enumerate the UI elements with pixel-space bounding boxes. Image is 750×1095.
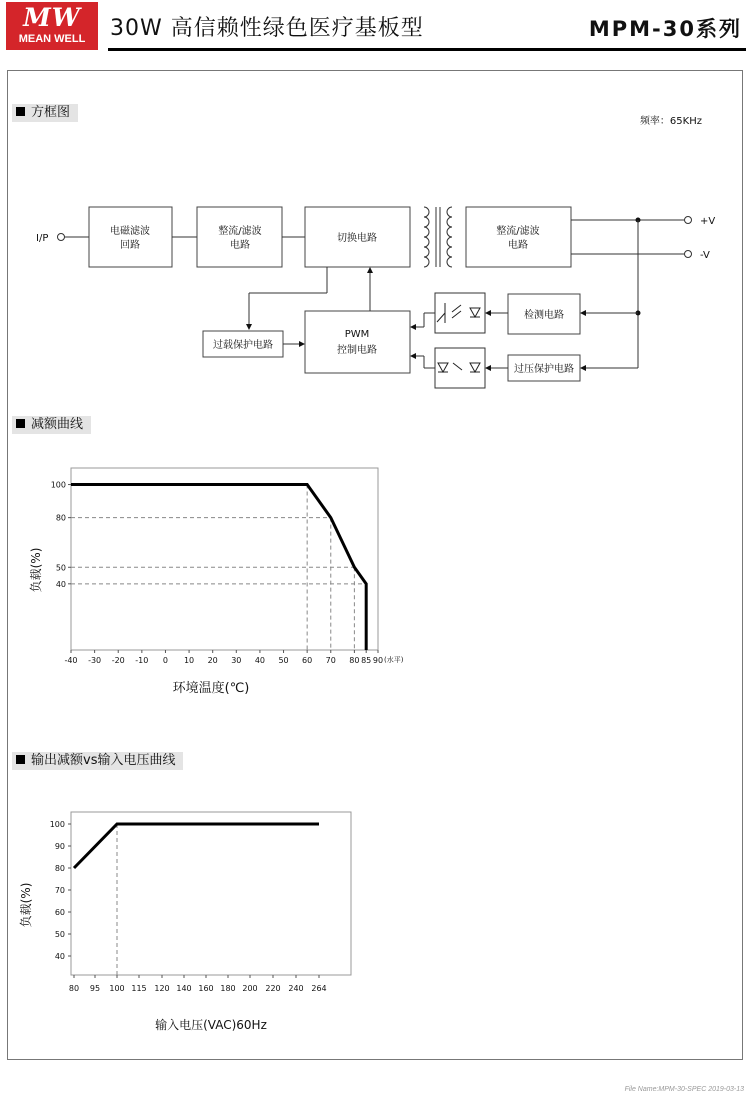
- x-tick-label: 40: [254, 656, 266, 665]
- block-pwm-control: [305, 311, 410, 373]
- block-emi-filter-line1: 电磁滤波: [110, 226, 150, 237]
- arrow-icon: [580, 310, 586, 316]
- x-tick-label: 30: [231, 656, 242, 665]
- y-tick-label: 100: [49, 820, 65, 829]
- x-tick-label: 160: [198, 984, 214, 993]
- x-tick-label: 200: [242, 984, 258, 993]
- arrow-icon: [485, 310, 491, 316]
- logo-brand-name: MEAN WELL: [18, 33, 86, 45]
- y-tick-label: 70: [54, 886, 65, 895]
- optocoupler-icon: [435, 293, 485, 333]
- arrow-icon: [367, 267, 373, 273]
- arrow-icon: [410, 353, 416, 359]
- section-title: 减额曲线: [31, 417, 84, 432]
- block-detection-label: 检测电路: [524, 310, 564, 321]
- x-tick-label: -20: [111, 656, 125, 665]
- arrow-icon: [580, 365, 586, 371]
- output-label-negative: -V: [700, 250, 710, 261]
- output-terminal-positive: [685, 217, 692, 224]
- block-emi-filter: [89, 207, 172, 267]
- section-derating-header: [12, 416, 91, 434]
- x-tick-label: 95: [89, 984, 101, 993]
- logo-mark: MW: [23, 3, 81, 32]
- y-axis-label: 负载(%): [19, 882, 33, 928]
- block-switching-label: 切换电路: [337, 233, 377, 244]
- block-rectifier-filter-output: [466, 207, 571, 267]
- block-rectifier-filter-input-line1: 整流/滤波: [218, 226, 262, 237]
- bullet-square-icon: [16, 419, 25, 428]
- x-tick-label: 60: [302, 656, 313, 665]
- frequency-label: 频率：65KHz: [639, 116, 702, 127]
- x-tick-label: 85: [361, 656, 372, 665]
- bullet-square-icon: [16, 755, 25, 764]
- block-rectifier-filter-output-line2: 电路: [508, 240, 528, 251]
- x-tick-label: 70: [325, 656, 336, 665]
- block-pwm-line2: 控制电路: [337, 345, 377, 356]
- y-tick-label: 40: [55, 579, 66, 589]
- x-tick-label: 220: [265, 984, 281, 993]
- transformer-icon: [424, 207, 452, 267]
- x-tick-label: 180: [220, 984, 236, 993]
- output-terminal-negative: [685, 251, 692, 258]
- x-tick-label: 0: [162, 656, 169, 665]
- section-title: 输出减额vs输入电压曲线: [31, 753, 176, 768]
- x-tick-label: 100: [109, 984, 125, 993]
- y-tick-label: 50: [54, 930, 65, 939]
- document-title: 30W 高信赖性绿色医疗基板型: [110, 16, 424, 41]
- y-tick-label: 40: [54, 952, 65, 961]
- block-rectifier-filter-input-line2: 电路: [230, 240, 250, 251]
- y-axis-label: 负载(%): [29, 547, 43, 593]
- arrow-icon: [485, 365, 491, 371]
- product-series: MPM-30系列: [588, 17, 742, 41]
- x-tick-label: 140: [176, 984, 192, 993]
- y-tick-label: 80: [54, 864, 65, 873]
- block-rectifier-filter-output-line1: 整流/滤波: [496, 226, 540, 237]
- x-tick-label: 80: [68, 984, 80, 993]
- x-tick-label: 10: [183, 656, 195, 665]
- y-tick-label: 90: [54, 842, 65, 851]
- y-tick-label: 50: [55, 563, 66, 573]
- x-tick-label: 240: [288, 984, 304, 993]
- section-input-derating-header: [12, 752, 183, 770]
- footer-file-name: File Name:MPM-30-SPEC 2019-03-13: [624, 1086, 744, 1093]
- section-title: 方框图: [31, 105, 71, 120]
- arrow-icon: [410, 324, 416, 330]
- x-tick-label: 90: [372, 656, 384, 665]
- x-tick-label: 264: [311, 984, 327, 993]
- x-axis-label: 输入电压(VAC)60Hz: [155, 1018, 267, 1032]
- x-tick-label: -10: [135, 656, 149, 665]
- y-tick-label: 80: [55, 513, 66, 523]
- x-tick-label: 115: [131, 984, 147, 993]
- optocoupler-icon: [435, 348, 485, 388]
- x-axis-unit: (水平): [384, 656, 404, 664]
- y-tick-label: 100: [50, 480, 66, 490]
- x-axis-label: 环境温度(℃): [172, 681, 250, 696]
- block-rectifier-filter-input: [197, 207, 282, 267]
- input-label: I/P: [36, 233, 49, 244]
- x-tick-label: 50: [278, 656, 289, 665]
- x-tick-label: 120: [154, 984, 170, 993]
- block-ovp-label: 过压保护电路: [514, 364, 574, 375]
- block-emi-filter-line2: 回路: [120, 240, 140, 251]
- x-tick-label: 80: [349, 656, 360, 665]
- output-label-positive: +V: [700, 216, 716, 227]
- input-terminal: [58, 234, 65, 241]
- x-tick-label: -30: [88, 656, 102, 665]
- block-overload-protection-label: 过载保护电路: [213, 340, 273, 351]
- block-diagram: [0, 0, 750, 410]
- x-tick-label: -40: [64, 656, 78, 665]
- y-tick-label: 60: [54, 908, 65, 917]
- x-tick-label: 20: [207, 656, 218, 665]
- arrow-icon: [246, 324, 252, 330]
- arrow-icon: [299, 341, 305, 347]
- block-pwm-line1: PWM: [344, 329, 370, 340]
